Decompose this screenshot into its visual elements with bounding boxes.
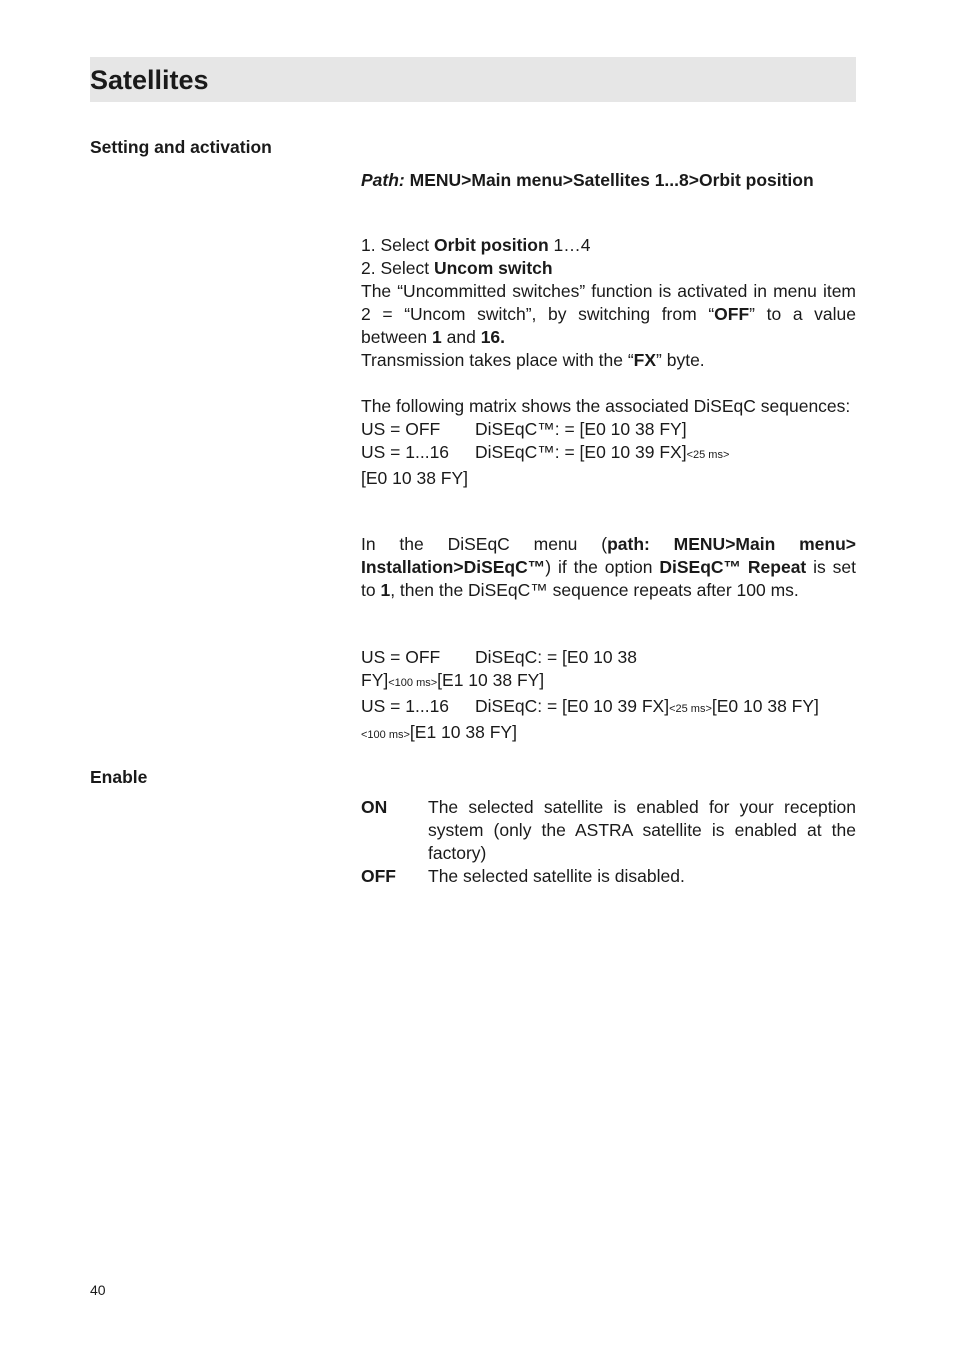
text-run: [E1 10 38 FY]: [409, 722, 517, 742]
option-term: ON: [361, 797, 388, 817]
text-run: , then the DiSEqC™ sequence repeats after 100 ms.: [390, 580, 799, 600]
text-bold: FX: [633, 350, 657, 370]
text-run: In the DiSEqC menu (: [361, 534, 608, 554]
fx-paragraph: [361, 349, 856, 372]
page-title: Satellites: [90, 65, 209, 95]
step-1: [361, 234, 856, 257]
matrix-row-2-cont: [E0 10 38 FY]: [361, 468, 469, 488]
step-1-prefix: 1. Select: [361, 235, 434, 255]
matrix-row-1: [361, 418, 856, 441]
matrix-us: US = 1...16: [361, 442, 450, 462]
step-1-bold: Orbit position: [433, 235, 549, 255]
option-desc: The selected satellite is enabled for your reception system (only the ASTRA satellite is enabled at the factory): [428, 797, 856, 863]
enable-options: [361, 796, 856, 888]
text-bold: 1: [380, 580, 391, 600]
title-bar: [90, 57, 856, 102]
matrix-seq: DiSEqC™: = [E0 10 39 FX]: [475, 442, 687, 462]
repeat-row-2-cont: [361, 721, 856, 747]
repeat-us: US = 1...16: [361, 696, 450, 716]
option-desc: The selected satellite is disabled.: [428, 866, 685, 886]
page-number: 40: [90, 1282, 106, 1298]
matrix-seq: DiSEqC™: = [E0 10 38 FY]: [475, 419, 687, 439]
text-bold: 16.: [480, 327, 506, 347]
path-value: MENU>Main menu>Satellites 1...8>Orbit position: [409, 170, 814, 190]
repeat-delay: <100 ms>: [361, 729, 410, 741]
step-2: [361, 257, 856, 280]
setting-body: [361, 234, 856, 372]
repeat-seq: DiSEqC: = [E0 10 39 FX]: [475, 696, 670, 716]
text-bold: 1: [432, 327, 442, 347]
text-bold: OFF: [714, 304, 750, 324]
repeat-matrix: [361, 646, 856, 747]
text-run: FY]: [361, 670, 389, 690]
matrix-delay: <25 ms>: [686, 449, 730, 461]
matrix-row-2: [361, 441, 856, 467]
repeat-us: US = OFF: [361, 647, 441, 667]
text-bold: path: MENU>Main menu> Installation>DiSEqC™: [361, 534, 856, 577]
text-run: [E0 10 38 FY]: [711, 696, 819, 716]
text-run: ” byte.: [656, 350, 705, 370]
matrix-us: US = OFF: [361, 419, 441, 439]
repeat-paragraph: [361, 533, 856, 602]
text-run: and: [441, 327, 481, 347]
uncom-paragraph: [361, 280, 856, 349]
section-heading-enable: Enable: [90, 767, 148, 787]
repeat-row-1: [361, 646, 856, 669]
step-1-suffix: 1…4: [548, 235, 591, 255]
menu-path: [361, 169, 856, 192]
text-run: The “Uncommitted switches” function is activated in menu item 2 = “Uncom switch”, by switching from “: [361, 281, 856, 324]
repeat-delay: <25 ms>: [669, 703, 712, 715]
repeat-row-1-cont: [361, 669, 856, 695]
text-bold: DiSEqC™ Repeat: [659, 557, 807, 577]
option-on: [361, 796, 856, 865]
matrix-block: [361, 395, 856, 490]
text-run: is set to: [361, 557, 856, 600]
text-run: Transmission takes place with the “: [361, 350, 634, 370]
matrix-intro: The following matrix shows the associated DiSEqC sequences:: [361, 396, 851, 416]
text-run: ” to a value between: [361, 304, 857, 347]
repeat-delay: <100 ms>: [388, 677, 438, 689]
path-label: Path:: [361, 170, 405, 190]
repeat-seq: DiSEqC: = [E0 10 38: [475, 647, 637, 667]
repeat-row-2: [361, 695, 856, 721]
text-run: ) if the option: [545, 557, 660, 577]
step-2-bold: Uncom switch: [433, 258, 553, 278]
option-term: OFF: [361, 866, 396, 886]
text-run: [E1 10 38 FY]: [437, 670, 545, 690]
step-2-prefix: 2. Select: [361, 258, 434, 278]
option-off: [361, 865, 856, 888]
section-heading-setting: Setting and activation: [90, 137, 272, 157]
